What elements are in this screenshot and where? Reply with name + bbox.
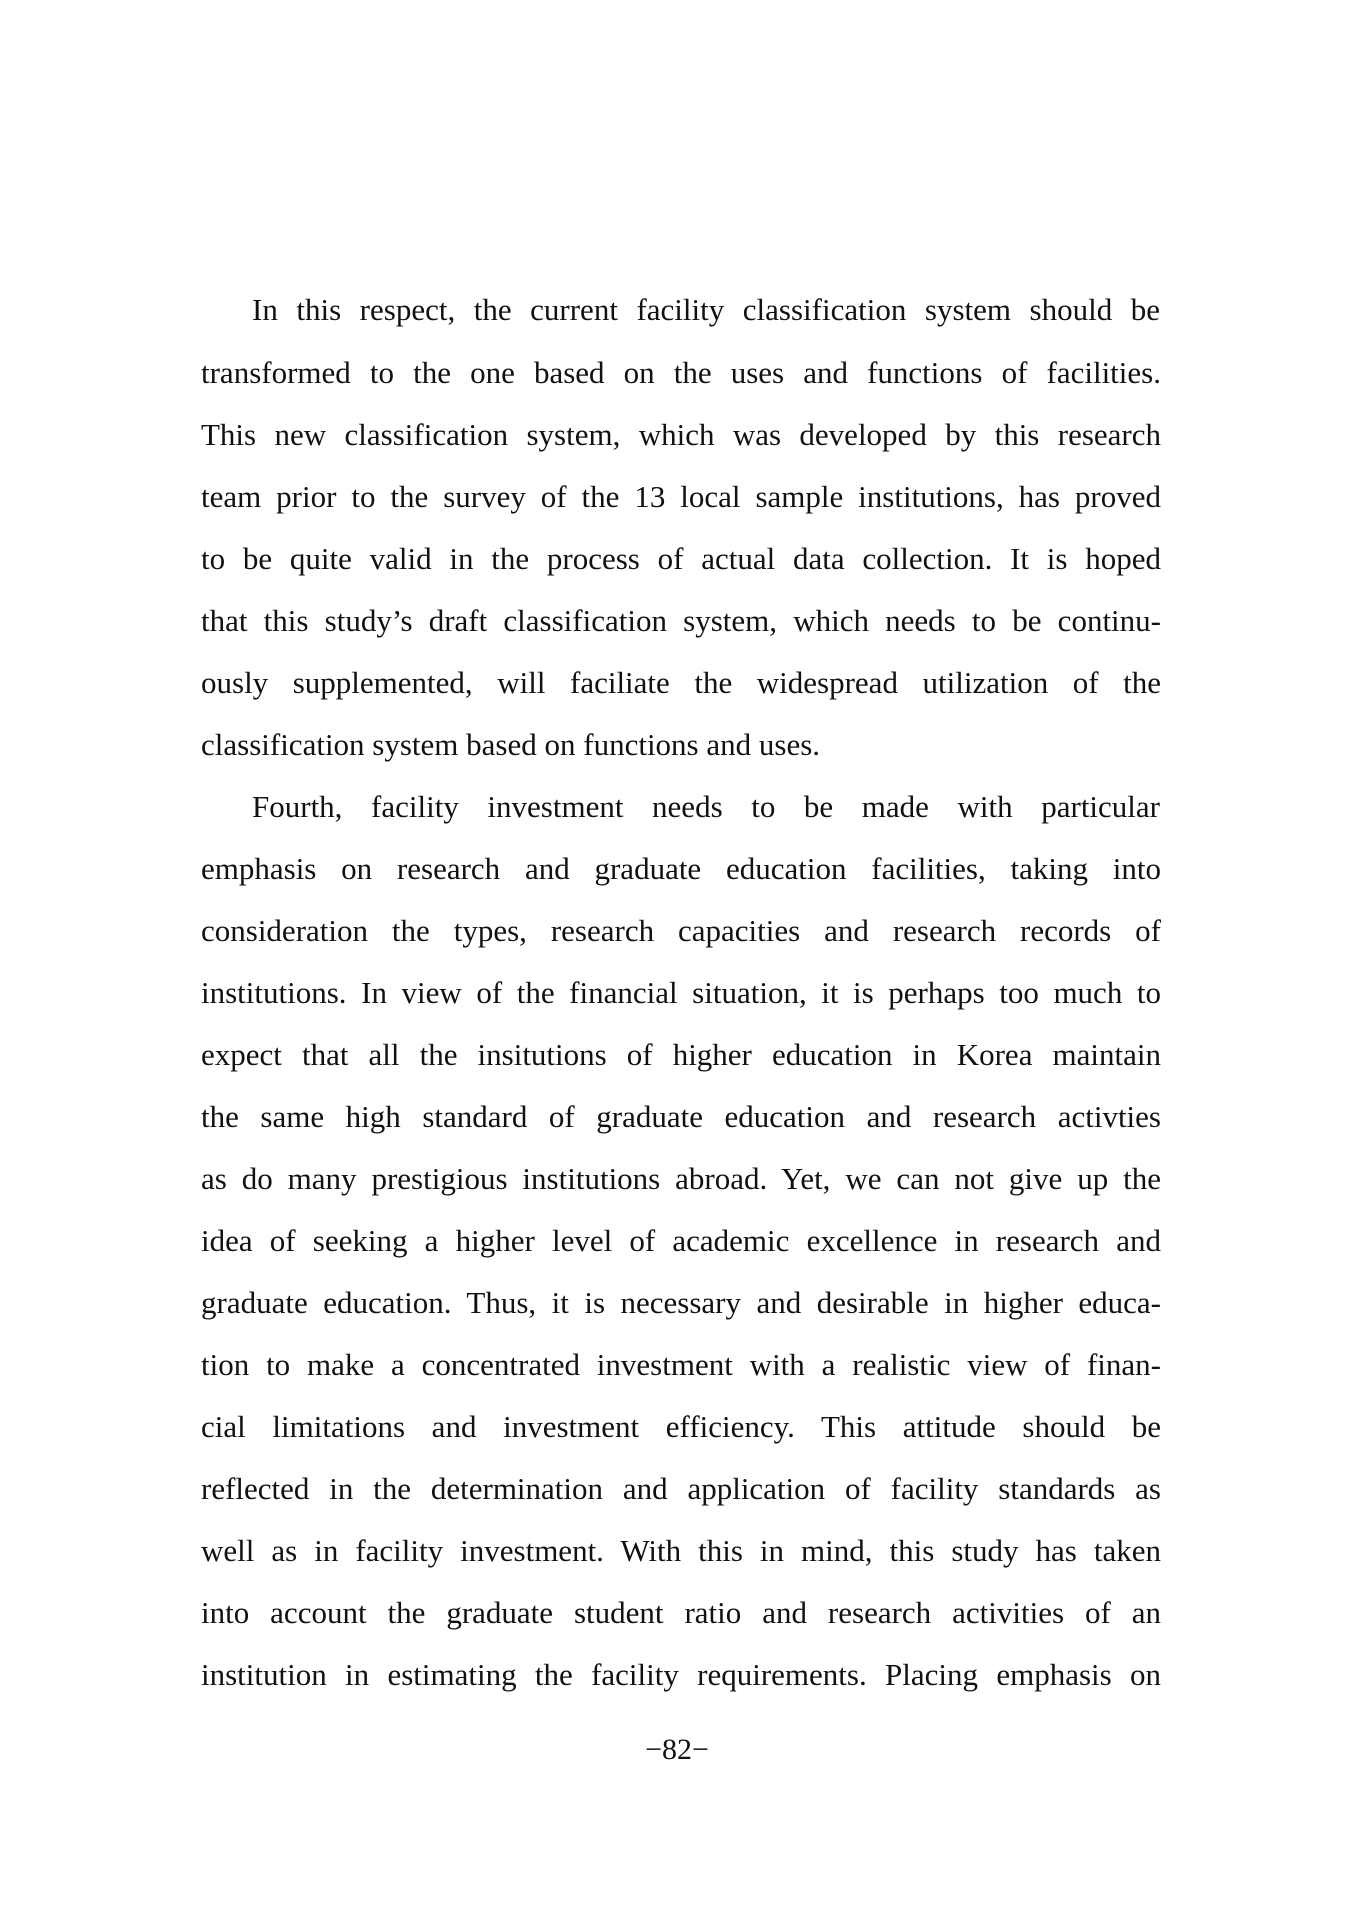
text-line: into account the graduate student ratio and research activities of an: [201, 1595, 1161, 1630]
text-line: to be quite valid in the process of actual data collection. It is hoped: [201, 541, 1161, 576]
text-line: cial limitations and investment efficiency. This attitude should be: [201, 1409, 1161, 1444]
text-line: expect that all the insitutions of higher education in Korea maintain: [201, 1037, 1161, 1072]
page-number: −82−: [645, 1733, 709, 1766]
text-line: institutions. In view of the financial situation, it is perhaps too much to: [201, 975, 1161, 1010]
text-line: graduate education. Thus, it is necessary and desirable in higher educa-: [201, 1285, 1161, 1320]
text-line: idea of seeking a higher level of academic excellence in research and: [201, 1223, 1161, 1258]
text-line: tion to make a concentrated investment with a realistic view of finan-: [201, 1347, 1161, 1382]
text-line: This new classification system, which was developed by this research: [201, 417, 1161, 452]
text-line: that this study’s draft classification system, which needs to be continu-: [201, 603, 1161, 638]
text-line: well as in facility investment. With this in mind, this study has taken: [201, 1533, 1161, 1568]
text-line: reflected in the determination and application of facility standards as: [201, 1471, 1161, 1506]
text-line: emphasis on research and graduate education facilities, taking into: [201, 851, 1161, 886]
text-line: Fourth, facility investment needs to be made with particular: [252, 789, 1160, 824]
text-line: ously supplemented, will faciliate the widespread utilization of the: [201, 665, 1161, 700]
text-line: classification system based on functions and uses.: [201, 727, 821, 762]
text-line: In this respect, the current facility classification system should be: [252, 292, 1160, 327]
text-line: transformed to the one based on the uses and functions of facilities.: [201, 355, 1161, 390]
text-line: as do many prestigious institutions abroad. Yet, we can not give up the: [201, 1161, 1161, 1196]
text-line: the same high standard of graduate education and research activties: [201, 1099, 1161, 1134]
text-line: team prior to the survey of the 13 local sample institutions, has proved: [201, 479, 1161, 514]
text-line: institution in estimating the facility requirements. Placing emphasis on: [201, 1657, 1161, 1692]
text-line: consideration the types, research capacities and research records of: [201, 913, 1161, 948]
